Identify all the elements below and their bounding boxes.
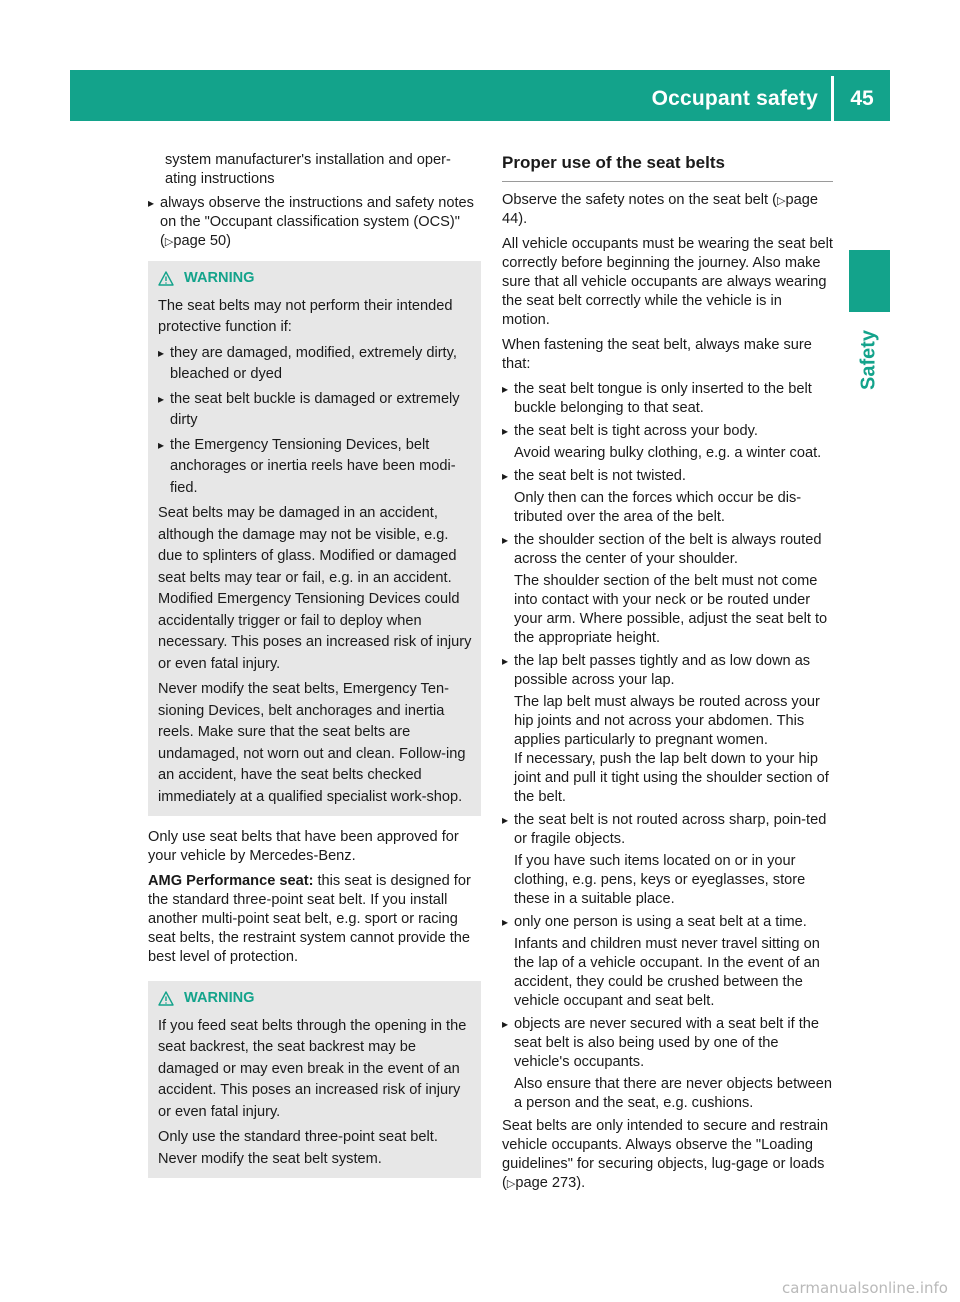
list-item: ▸ the Emergency Tensioning Devices, belt anchorages or inertia reels have been modi-fied. — [158, 435, 473, 500]
page-reference-link[interactable]: page 50) — [173, 233, 231, 249]
page-reference-arrow-icon: ▷ — [506, 1177, 516, 1190]
page-number: 45 — [850, 87, 874, 110]
list-item: ▸ the seat belt tongue is only inserted to the belt buckle belonging to that seat. — [502, 380, 833, 418]
page-reference-arrow-icon: ▷ — [777, 194, 786, 207]
warning-paragraph: Only use the standard three-point seat belt. Never modify the seat belt system. — [158, 1129, 438, 1167]
list-item: ▸ the seat belt is tight across your body. Avoid wearing bulky clothing, e.g. a winter coat. — [502, 422, 833, 463]
paragraph: When fastening the seat belt, always make sure that: — [502, 337, 812, 372]
left-column — [148, 151, 481, 1190]
warning-paragraph: Never modify the seat belts, Emergency Ten-sioning Devices, belt anchorages and inertia reels. Make sure that the seat belts are undamaged, not worn out and clean. Follow-ing an accident, have the seat belts checked immediately at a qualified specialist work-shop. — [158, 681, 466, 805]
amg-label: AMG Performance seat: — [148, 873, 314, 889]
watermark: carmanualsonline.info — [782, 1279, 948, 1297]
warning-paragraph: Seat belts may be damaged in an accident, although the damage may not be visible, e.g. due to splinters of glass. Modified or damaged seat belts may tear or fail, e.g. in an accident. Modified Emergency Tensioning Devices could accidentally trigger or fail to deploy when necessary. This poses an increased risk of injury or even fatal injury. — [158, 505, 472, 672]
list-item: ▸ the lap belt passes tightly and as low down as possible across your lap. The lap belt must always be routed across your hip joints and not across your abdomen. This applies particularly to pregnant women. If necessary, push the lap belt down to your hip joint and pull it tight using the shoulder section of the belt. — [502, 652, 833, 807]
warning-triangle-icon — [158, 991, 174, 1006]
side-chapter-text: Safety — [857, 329, 880, 391]
right-column — [502, 152, 833, 1199]
warning-label: WARNING — [184, 990, 255, 1006]
approved-belts-paragraph: Only use seat belts that have been approved for your vehicle by Mercedes-Benz. — [148, 829, 459, 864]
list-item: ▸ only one person is using a seat belt at a time. Infants and children must never travel sitting on the lap of a vehicle occupant. In the event of an accident, they could be crushed between the vehicle occupant and seat belt. — [502, 913, 833, 1011]
list-item: ▸ they are damaged, modified, extremely dirty, bleached or dyed — [158, 343, 473, 386]
page-reference-arrow-icon: ▷ — [164, 235, 174, 248]
section-title: Occupant safety — [651, 87, 818, 110]
page-header-bar — [70, 70, 890, 121]
warning-paragraph: If you feed seat belts through the opening in the seat backrest, the seat backrest may be damaged or may even break in the event of an accident. This poses an increased risk of injury or even fatal injury. — [158, 1017, 467, 1120]
paragraph: Observe the safety notes on the seat belt (▷page 44). — [502, 192, 818, 227]
list-item: ▸ objects are never secured with a seat belt if the seat belt is also being used by one of the vehicle's occupants. Also ensure that there are never objects between a person and the seat, e.g. cushions. — [502, 1015, 833, 1113]
seat-belt-checklist — [502, 380, 833, 1113]
side-tab-marker — [849, 250, 890, 312]
list-item: ▸ the seat belt is not twisted. Only then can the forces which occur be dis-tributed over the area of the belt. — [502, 467, 833, 527]
warning-box — [148, 981, 481, 1178]
amg-paragraph: AMG Performance seat: this seat is designed for the standard three-point seat belt. If you install another multi-point seat belt, e.g. sport or racing seat belts, the restraint system cannot provide the best level of protection. — [148, 873, 471, 965]
list-item: ▸ the seat belt buckle is damaged or extremely dirty — [158, 389, 473, 432]
list-item: ▸ the seat belt is not routed across sharp, poin-ted or fragile objects. If you have such items located on or in your clothing, e.g. pens, keys or eyeglasses, store these in a suitable place. — [502, 811, 833, 909]
intro-continuation: system manufacturer's installation and oper-ating instructions — [165, 152, 451, 187]
warning-header — [158, 988, 473, 1010]
paragraph: Seat belts are only intended to secure and restrain vehicle occupants. Always observe the "Loading guidelines" for securing objects, lug-gage or loads (▷page 273). — [502, 1118, 829, 1191]
intro-bullet-list — [148, 194, 481, 251]
page-reference-link[interactable]: page 44). — [502, 192, 818, 227]
warning-intro: The seat belts may not perform their intended protective function if: — [158, 297, 453, 335]
side-chapter-label — [852, 305, 886, 415]
warning-header — [158, 268, 473, 290]
warning-label: WARNING — [184, 270, 255, 286]
warning-triangle-icon — [158, 271, 174, 286]
list-item: ▸ the shoulder section of the belt is always routed across the center of your shoulder. The shoulder section of the belt must not come into contact with your neck or be routed under your arm. Where possible, adjust the seat belt to the appropriate height. — [502, 531, 833, 648]
page-reference-link[interactable]: page 273). — [515, 1175, 586, 1191]
warning-bullet-list — [158, 343, 473, 500]
paragraph: All vehicle occupants must be wearing the seat belt correctly before beginning the journey. Also make sure that all vehicle occupants are always wearing the seat belt correctly while the vehicle is in motion. — [502, 236, 833, 328]
warning-box — [148, 261, 481, 816]
section-heading: Proper use of the seat belts — [502, 152, 833, 182]
list-item: ▸ always observe the instructions and safety notes on the "Occupant classification system (OCS)" (▷page 50) — [148, 194, 481, 251]
